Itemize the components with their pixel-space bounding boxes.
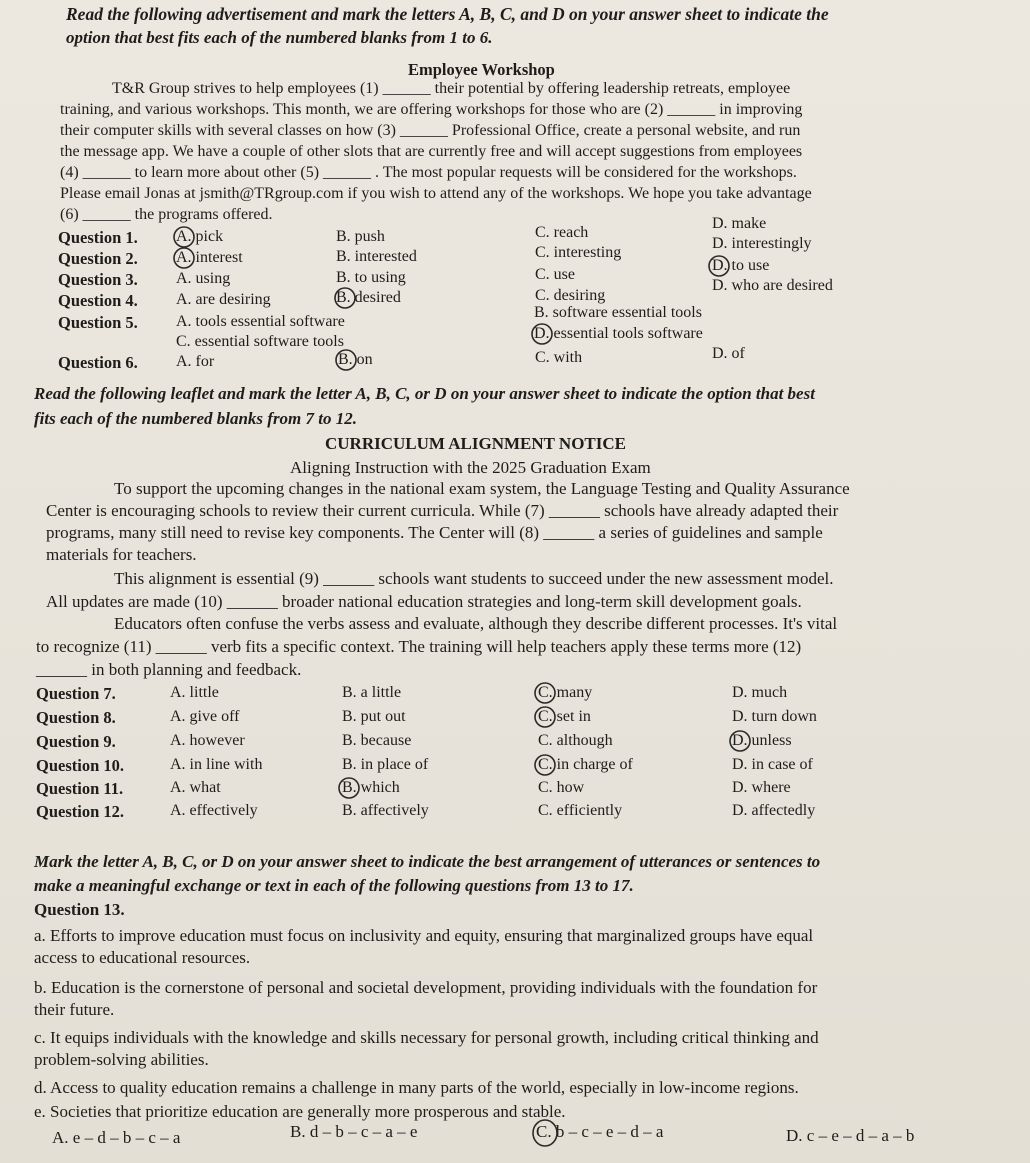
sentence-line: a. Efforts to improve education must focus on inclusivity and equity, ensuring that marginalized groups have equal (34, 926, 814, 945)
sentence-line: b. Education is the cornerstone of personal and societal development, providing individuals with the foundation for (34, 978, 818, 997)
section2-para-line: materials for teachers. (46, 545, 197, 564)
question-label: Question 4. (58, 291, 138, 310)
sentence-line: their future. (34, 1000, 115, 1019)
question-label: Question 1. (58, 228, 138, 247)
option-d[interactable]: D. affectedly (732, 802, 816, 819)
option-b[interactable]: B. to using (336, 269, 406, 286)
option-d[interactable]: D. interestingly (712, 235, 812, 252)
section2-para-line: ______ in both planning and feedback. (36, 660, 302, 679)
question-label: Question 6. (58, 353, 138, 372)
section2-instruction-line2: fits each of the numbered blanks from 7 to 12. (34, 409, 358, 428)
section3-instruction-line2: make a meaningful exchange or text in each of the following questions from 13 to 17. (34, 876, 634, 895)
section2-subtitle: Aligning Instruction with the 2025 Graduation Exam (290, 458, 651, 477)
section2-title: CURRICULUM ALIGNMENT NOTICE (325, 434, 626, 453)
option-a[interactable]: A. in line with (170, 756, 263, 773)
option-d[interactable]: D. to use (712, 257, 770, 274)
option-b[interactable]: B. desired (336, 289, 401, 306)
option-b[interactable]: B. software essential tools (534, 304, 702, 321)
section2-para-line: To support the upcoming changes in the national exam system, the Language Testing and Quality Assurance (114, 479, 850, 498)
option-c[interactable]: C. in charge of (538, 756, 633, 773)
section2-para-line: Center is encouraging schools to review their current curricula. While (7) ______ schools have already adapted their (46, 501, 839, 520)
answer-option-c[interactable]: C. b – c – e – d – a (536, 1122, 664, 1141)
option-d[interactable]: D. where (732, 779, 791, 796)
question-label: Question 3. (58, 270, 138, 289)
mark-circle-q1 (174, 227, 194, 247)
mark-circle-q4 (335, 288, 355, 308)
option-b[interactable]: B. affectively (342, 802, 429, 819)
option-a[interactable]: A. for (176, 353, 215, 370)
section2-para-line: programs, many still need to revise key components. The Center will (8) ______ a series of guidelines and sample (46, 523, 823, 542)
option-a[interactable]: A. little (170, 684, 219, 701)
option-c[interactable]: C. desiring (535, 287, 606, 304)
answer-option-a[interactable]: A. e – d – b – c – a (52, 1128, 181, 1147)
question-label: Question 2. (58, 249, 138, 268)
option-c[interactable]: C. although (538, 732, 613, 749)
question-13-label: Question 13. (34, 900, 125, 919)
mark-circle-q13 (533, 1120, 557, 1146)
option-b[interactable]: B. on (338, 351, 373, 368)
section1-para-line: T&R Group strives to help employees (1) ______ their potential by offering leadership retreats, employee (112, 80, 791, 97)
option-d[interactable]: D. much (732, 684, 788, 701)
option-c[interactable]: C. reach (535, 224, 589, 241)
option-c[interactable]: C. interesting (535, 244, 622, 261)
option-b[interactable]: B. which (342, 779, 400, 796)
question-label: Question 12. (36, 802, 125, 821)
section1-para-line: Please email Jonas at jsmith@TRgroup.com if you wish to attend any of the workshops. We hope you take advantage (60, 185, 812, 202)
option-b[interactable]: B. put out (342, 708, 406, 725)
sentence-line: c. It equips individuals with the knowledge and skills necessary for personal growth, including critical thinking and (34, 1028, 819, 1047)
section1-para-line: the message app. We have a couple of other slots that are currently free and will accept suggestions from employees (60, 143, 803, 160)
question-label: Question 8. (36, 708, 116, 727)
option-d[interactable]: D. in case of (732, 756, 813, 773)
option-d[interactable]: D. unless (732, 732, 792, 749)
question-label: Question 9. (36, 732, 116, 751)
section1-instruction-line1: Read the following advertisement and mark the letters A, B, C, and D on your answer sheet to indicate the (66, 4, 829, 24)
option-d[interactable]: D. make (712, 215, 767, 232)
mark-circle-q10 (535, 755, 555, 775)
option-d[interactable]: D. of (712, 345, 745, 362)
section1-para-line: (6) ______ the programs offered. (60, 206, 273, 223)
mark-circle-q3 (709, 256, 729, 276)
mark-circle-q5 (532, 324, 552, 344)
option-b[interactable]: B. because (342, 732, 412, 749)
sentence-line: access to educational resources. (34, 948, 251, 967)
section2-instruction-line1: Read the following leaflet and mark the letter A, B, C, or D on your answer sheet to indicate the option that best (34, 384, 815, 403)
mark-circle-q2 (174, 248, 194, 268)
option-a[interactable]: A. pick (176, 228, 224, 245)
section1-para-line: training, and various workshops. This month, we are offering workshops for those who are (2) ______ in improving (60, 101, 803, 118)
sentence-line: d. Access to quality education remains a challenge in many parts of the world, especially in low-income regions. (34, 1078, 799, 1097)
option-a[interactable]: A. what (170, 779, 221, 796)
section2-para-line: Educators often confuse the verbs assess and evaluate, although they describe different processes. It's vital (114, 614, 838, 633)
question-label: Question 5. (58, 313, 138, 332)
option-c[interactable]: C. set in (538, 708, 591, 725)
option-b[interactable]: B. interested (336, 248, 417, 265)
option-d[interactable]: D. turn down (732, 708, 817, 725)
answer-option-d[interactable]: D. c – e – d – a – b (786, 1126, 915, 1145)
section2-para-line: This alignment is essential (9) ______ schools want students to succeed under the new assessment model. (114, 569, 834, 588)
section3-instruction-line1: Mark the letter A, B, C, or D on your answer sheet to indicate the best arrangement of utterances or sentences to (34, 852, 821, 871)
option-a[interactable]: A. give off (170, 708, 240, 725)
option-b[interactable]: B. in place of (342, 756, 429, 773)
option-a[interactable]: A. effectively (170, 802, 258, 819)
mark-circle-q6 (336, 350, 356, 370)
section2-para-line: All updates are made (10) ______ broader national education strategies and long-term skill development goals. (46, 592, 802, 611)
option-a[interactable]: A. however (170, 732, 245, 749)
mark-circle-q11 (339, 778, 359, 798)
option-d[interactable]: D. essential tools software (534, 325, 703, 342)
answer-option-b[interactable]: B. d – b – c – a – e (290, 1122, 418, 1141)
option-c[interactable]: C. with (535, 349, 583, 366)
mark-circle-q9 (730, 731, 750, 751)
option-a[interactable]: A. interest (176, 249, 243, 266)
section1-instruction-line2: option that best fits each of the numbered blanks from 1 to 6. (66, 28, 493, 47)
option-a[interactable]: A. are desiring (176, 291, 271, 308)
option-d[interactable]: D. who are desired (712, 277, 833, 294)
option-c[interactable]: C. many (538, 684, 593, 701)
question-label: Question 7. (36, 684, 116, 703)
mark-circle-q7 (535, 683, 555, 703)
mark-circle-q8 (535, 707, 555, 727)
option-c[interactable]: C. essential software tools (176, 333, 344, 350)
option-c[interactable]: C. use (535, 266, 575, 283)
sentence-line: e. Societies that prioritize education are generally more prosperous and stable. (34, 1102, 566, 1121)
section2-para-line: to recognize (11) ______ verb fits a specific context. The training will help teachers apply these terms more (12) (36, 637, 802, 656)
option-a[interactable]: A. using (176, 270, 231, 287)
question-label: Question 11. (36, 779, 124, 798)
section1-para-line: their computer skills with several classes on how (3) ______ Professional Office, create a personal website, and run (60, 122, 801, 139)
option-c[interactable]: C. how (538, 779, 585, 796)
option-b[interactable]: B. a little (342, 684, 402, 701)
option-a[interactable]: A. tools essential software (176, 313, 345, 330)
section1-para-line: (4) ______ to learn more about other (5) ______ . The most popular requests will be considered for the workshops. (60, 164, 797, 181)
option-b[interactable]: B. push (336, 228, 385, 245)
sentence-line: problem-solving abilities. (34, 1050, 209, 1069)
option-c[interactable]: C. efficiently (538, 802, 623, 819)
section1-title: Employee Workshop (408, 60, 555, 79)
question-label: Question 10. (36, 756, 125, 775)
